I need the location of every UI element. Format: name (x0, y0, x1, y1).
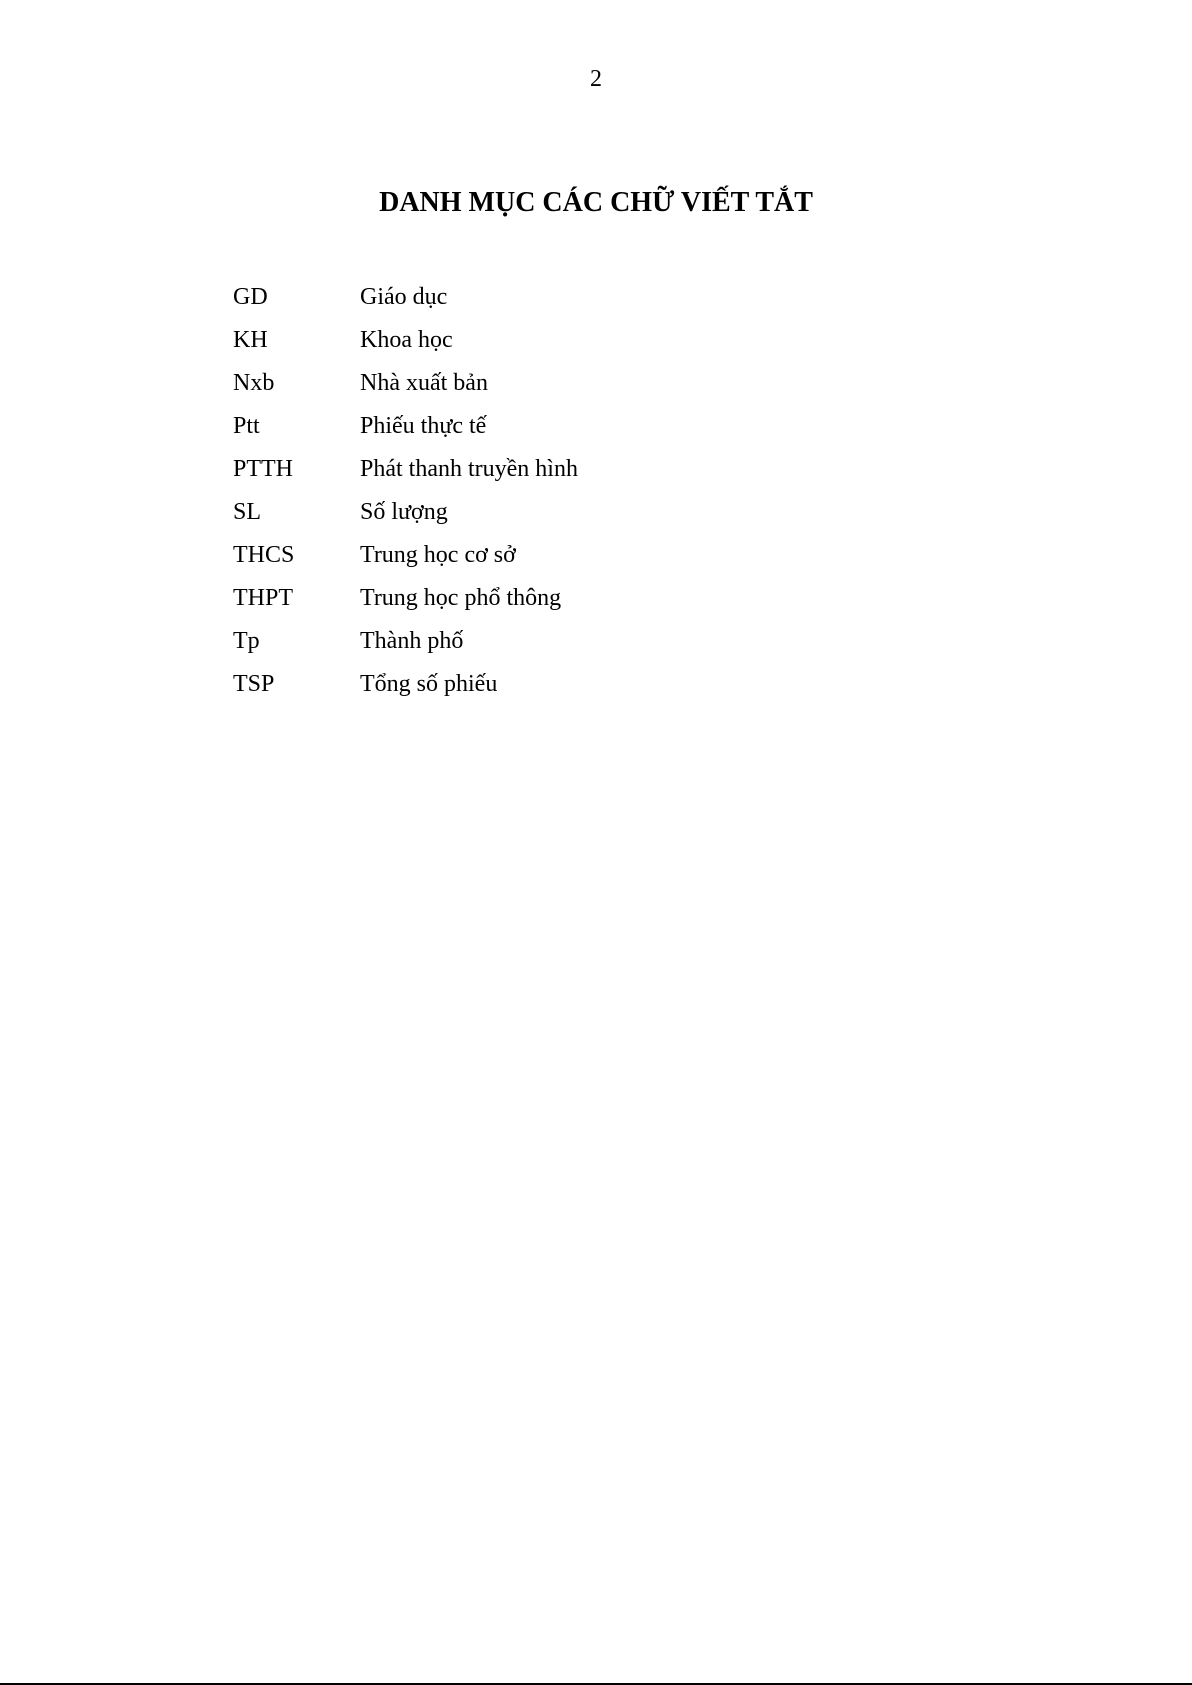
list-item (233, 282, 578, 325)
abbreviation-meaning: Phát thanh truyền hình (360, 456, 578, 482)
list-item (233, 669, 578, 712)
list-item (233, 454, 578, 497)
abbreviation-meaning: Phiếu thực tế (360, 413, 487, 439)
list-item (233, 325, 578, 368)
abbreviation-meaning: Trung học cơ sở (360, 542, 516, 568)
abbreviation-meaning: Trung học phổ thông (360, 585, 562, 611)
abbreviation-code: SL (233, 499, 262, 525)
abbreviation-code: PTTH (233, 456, 293, 482)
abbreviation-meaning: Nhà xuất bản (360, 370, 488, 396)
abbreviation-meaning: Tổng số phiếu (360, 671, 498, 697)
abbreviation-code: Ptt (233, 413, 260, 439)
list-item (233, 626, 578, 669)
list-item (233, 411, 578, 454)
abbreviation-code: KH (233, 327, 268, 353)
list-item (233, 368, 578, 411)
page-title: DANH MỤC CÁC CHỮ VIẾT TẮT (379, 187, 813, 218)
abbreviation-code: Nxb (233, 370, 275, 396)
page-number: 2 (590, 66, 602, 92)
list-item (233, 583, 578, 626)
abbreviation-meaning: Giáo dục (360, 284, 448, 310)
abbreviation-list (233, 282, 578, 712)
abbreviation-meaning: Khoa học (360, 327, 453, 353)
abbreviation-code: THCS (233, 542, 295, 568)
abbreviation-code: THPT (233, 585, 293, 611)
list-item (233, 540, 578, 583)
abbreviation-meaning: Số lượng (360, 499, 448, 525)
abbreviation-meaning: Thành phố (360, 628, 464, 654)
list-item (233, 497, 578, 540)
abbreviation-code: Tp (233, 628, 260, 654)
abbreviation-code: TSP (233, 671, 275, 697)
abbreviation-code: GD (233, 284, 268, 310)
